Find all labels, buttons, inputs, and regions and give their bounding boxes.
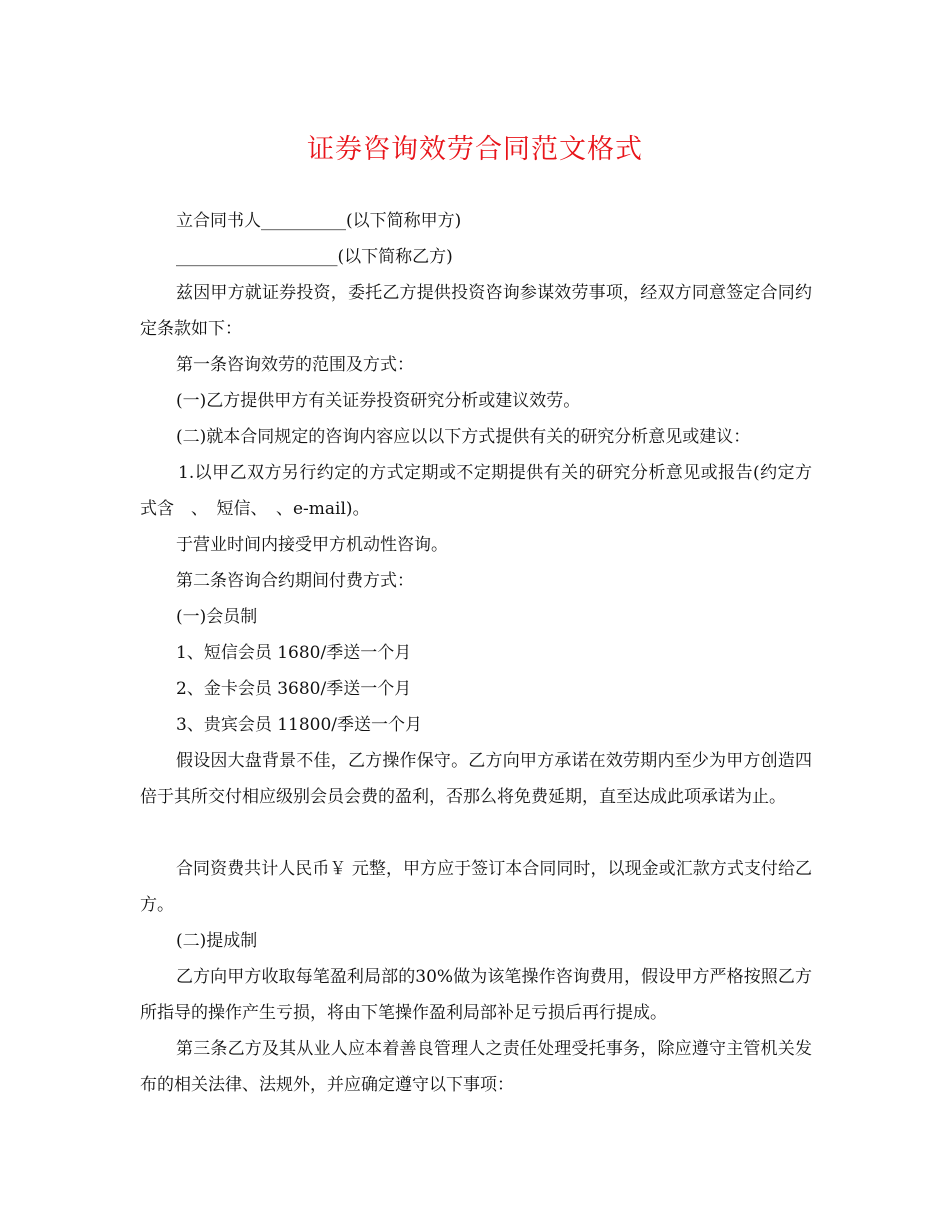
membership-vip: 3、贵宾会员 11800/季送一个月 [176,715,423,735]
commission-heading: (二)提成制 [176,931,258,951]
document-title: 证券咨询效劳合同范文格式 [307,134,643,165]
article-1-item-1: (一)乙方提供甲方有关证券投资研究分析或建议效劳。 [176,391,581,411]
consultation-hours-line: 于营业时间内接受甲方机动性咨询。 [176,535,448,555]
preamble-paragraph: 兹因甲方就证券投资，委托乙方提供投资咨询参谋效劳事项，经双方同意签定合同约定条款如下： [140,283,812,339]
article-1-subitem-1: 1.以甲乙双方另行约定的方式定期或不定期提供有关的研究分析意见或报告(约定方式含 、 短信、 、e-mail)。 [140,463,812,519]
article-1-item-2: (二)就本合同规定的咨询内容应以以下方式提供有关的研究分析意见或建议： [176,427,751,447]
article-1-heading: 第一条咨询效劳的范围及方式： [176,355,414,375]
membership-gold: 2、金卡会员 3680/季送一个月 [176,679,412,699]
article-2-heading: 第二条咨询合约期间付费方式： [176,571,414,591]
fee-paragraph: 合同资费共计人民币￥ 元整，甲方应于签订本合同同时，以现金或汇款方式支付给乙方。 [140,859,812,915]
commission-paragraph: 乙方向甲方收取每笔盈利局部的30%做为该笔操作咨询费用，假设甲方严格按照乙方所指导的操作产生亏损，将由下笔操作盈利局部补足亏损后再行提成。 [140,967,812,1023]
guarantee-paragraph: 假设因大盘背景不佳，乙方操作保守。乙方向甲方承诺在效劳期内至少为甲方创造四倍于其所交付相应级别会员会费的盈利，否那么将免费延期，直至达成此项承诺为止。 [140,751,812,807]
party-a-line: 立合同书人__________(以下简称甲方) [176,211,462,231]
membership-heading: (一)会员制 [176,607,258,627]
party-b-line: ___________________(以下简称乙方) [176,247,453,267]
membership-sms: 1、短信会员 1680/季送一个月 [176,643,412,663]
article-3-paragraph: 第三条乙方及其从业人应本着善良管理人之责任处理受托事务，除应遵守主管机关发布的相关法律、法规外，并应确定遵守以下事项： [140,1039,812,1095]
